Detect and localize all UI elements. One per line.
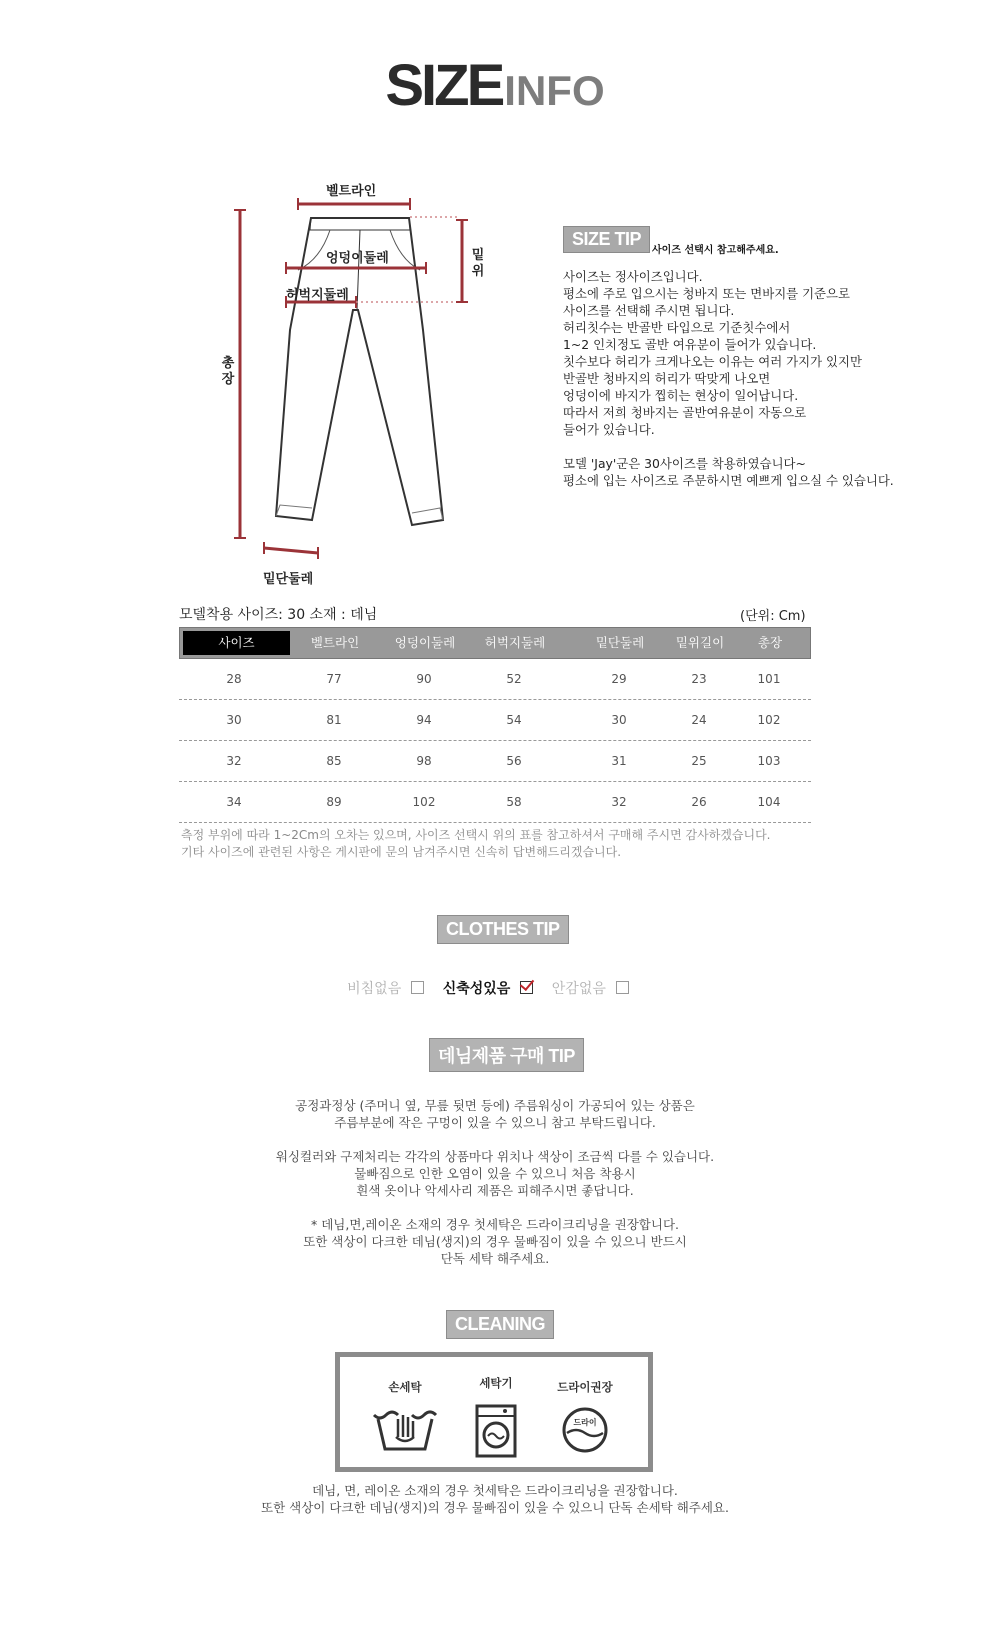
table-row: 34 89 102 58 32 26 104: [179, 782, 811, 823]
option-no-lining: 안감없음: [551, 981, 606, 997]
dry-clean-circle-shape: [560, 1405, 610, 1455]
header-belt: 벨트라인: [310, 635, 360, 650]
checkbox-stretch-checked: [520, 981, 533, 994]
table-header: [179, 627, 811, 659]
checkbox-no-sheer: [411, 981, 424, 994]
hand-wash-label: 손세탁: [388, 1380, 422, 1394]
denim-tip-badge: 데님제품 구매 TIP: [429, 1038, 584, 1072]
belt-line-label: 벨트라인: [326, 184, 377, 199]
title-info: INFO: [504, 67, 605, 114]
pants-illustration: [220, 180, 510, 600]
clothes-tip-badge: CLOTHES TIP: [437, 915, 569, 944]
washing-machine-item: [451, 1375, 541, 1459]
dry-clean-inner-text: 드라이: [573, 1418, 597, 1427]
header-size: 사이즈: [183, 631, 290, 655]
size-tip-badge: SIZE TIP: [563, 226, 650, 253]
length-label: 총 장: [221, 356, 235, 387]
washing-machine-icon: [474, 1403, 518, 1459]
hand-wash-icon: [370, 1407, 440, 1453]
title-size: SIZE: [385, 53, 503, 118]
option-no-sheer: 비침없음: [347, 981, 402, 997]
size-tip-note: 사이즈 선택시 참고해주세요.: [652, 245, 779, 256]
washing-machine-label: 세탁기: [479, 1376, 513, 1390]
clothes-options: [0, 978, 990, 998]
hip-label: 엉덩이둘레: [326, 251, 389, 266]
cleaning-notes: 데님, 면, 레이온 소재의 경우 첫세탁은 드라이크리닝을 권장합니다. 또한 색상이 다크한 데님(생지)의 경우 물빠짐이 있을 수 있으니 단독 손세탁 해주세요.: [261, 1483, 729, 1515]
dry-clean-icon: [560, 1405, 610, 1455]
denim-tip-paragraph-3: * 데님,면,레이온 소재의 경우 첫세탁은 드라이크리닝을 권장합니다. 또한 색상이 다크한 데님(생지)의 경우 물빠짐이 있을 수 있으니 반드시 단독 세탁 해주세요.: [303, 1217, 687, 1266]
cleaning-icons-box: [335, 1352, 653, 1472]
table-row: 32 85 98 56 31 25 103: [179, 741, 811, 782]
pants-diagram: [220, 180, 510, 600]
header-hip: 엉덩이둘레: [394, 635, 456, 650]
table-footnote: 측정 부위에 따라 1~2Cm의 오차는 있으며, 사이즈 선택시 위의 표를 참고하셔서 구매해 주시면 감사하겠습니다. 기타 사이즈에 관련된 사항은 게시판에 문의 남겨주시면 신속히 답변해드리겠습니다.: [181, 828, 771, 859]
page-title: [0, 52, 990, 119]
hand-wash-item: [360, 1379, 450, 1453]
table-row: 28 77 90 52 29 23 101: [179, 659, 811, 700]
denim-tip-paragraph-1: 공정과정상 (주머니 옆, 무릎 뒷면 등에) 주름워싱이 가공되어 있는 상품은 주름부분에 작은 구멍이 있을 수 있으니 참고 부탁드립니다.: [295, 1098, 695, 1130]
header-rise: 밑위길이: [675, 635, 725, 650]
size-tip-text: 사이즈는 정사이즈입니다. 평소에 주로 입으시는 청바지 또는 면바지를 기준으로 사이즈를 선택해 주시면 됩니다. 허리칫수는 반골반 타입으로 기준칫수에서 1~2 인치정도 골반 여유분이 들어가 있습니다. 칫수보다 허리가 크게나오는 이유는 여러 가지가 있지만 반골반 청바지의 허리가 딱맞게 나오면 엉덩이에 바지가 찝히는 현상이 일어납니다. 따라서 저희 청바지는 골반여유분이 자동으로 들어가 있습니다. 모델 'Jay'군은 30사이즈를 착용하였습니다~ 평소에 입는 사이즈로 주문하시면 예쁘게 입으실 수 있습니다.: [563, 269, 894, 488]
unit-label: (단위: Cm): [740, 609, 806, 624]
header-thigh: 허벅지둘레: [484, 635, 546, 650]
denim-tip-paragraph-2: 워싱컬러와 구제처리는 각각의 상품마다 위치나 색상이 조금씩 다를 수 있습니다. 물빠짐으로 인한 오염이 있을 수 있으니 처음 착용시 흰색 옷이나 악세사리 제품은 피해주시면 좋답니다.: [275, 1149, 715, 1198]
header-length: 총장: [757, 635, 783, 650]
table-row: 30 81 94 54 30 24 102: [179, 700, 811, 741]
header-hem: 밑단둘레: [595, 635, 645, 650]
size-table: [179, 627, 811, 823]
cleaning-badge: CLEANING: [446, 1310, 554, 1339]
option-stretch: 신축성있음: [442, 981, 511, 997]
dry-clean-label: 드라이권장: [557, 1380, 613, 1394]
thigh-label: 허벅지둘레: [286, 288, 349, 303]
checkbox-no-lining: [616, 981, 629, 994]
dry-clean-item: [540, 1379, 630, 1455]
hem-label: 밑단둘레: [263, 572, 314, 587]
model-info: 모델착용 사이즈: 30 소재 : 데님: [179, 607, 378, 623]
rise-label: 밑 위: [471, 248, 485, 279]
